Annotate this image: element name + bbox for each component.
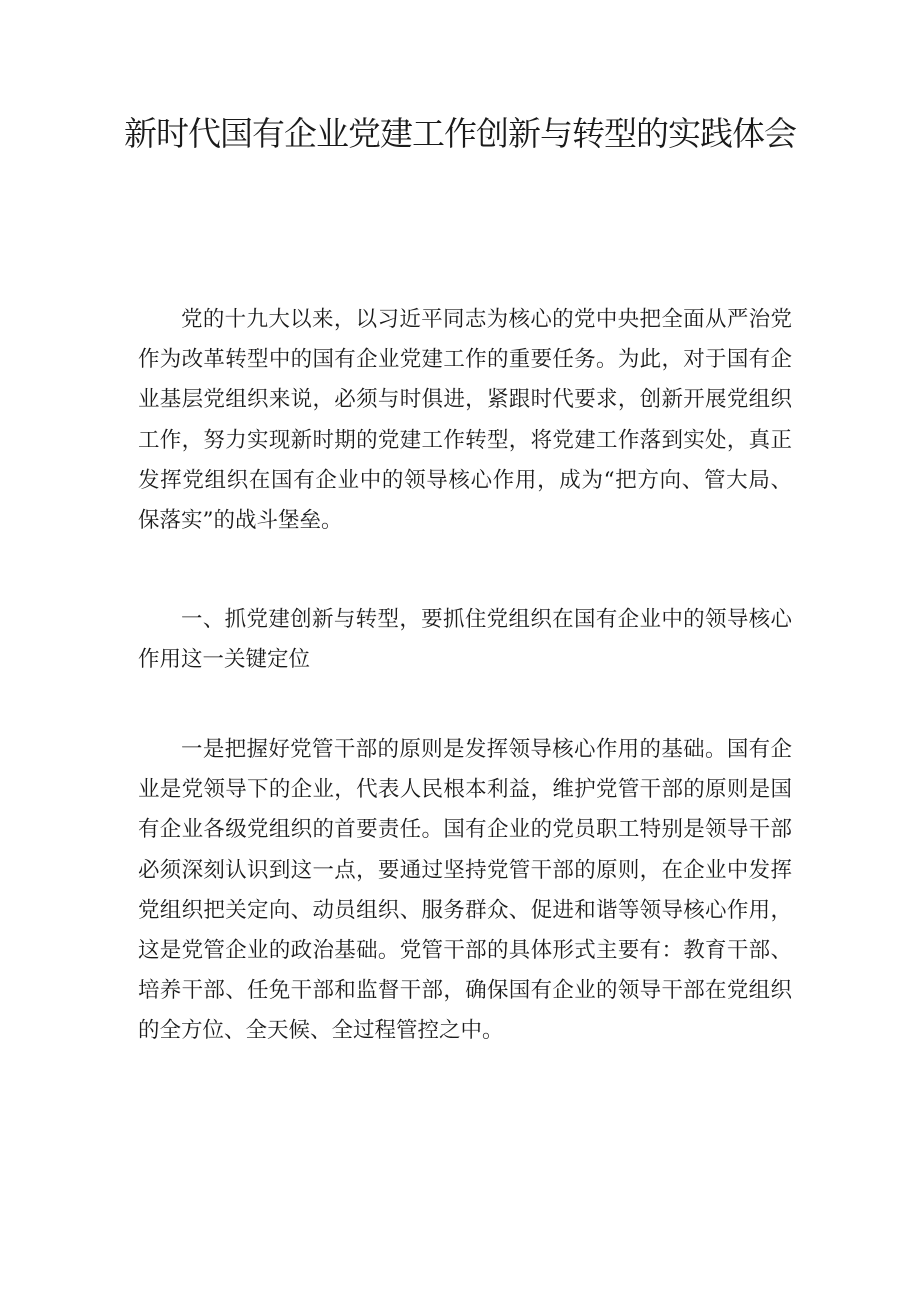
intro-paragraph: 党的十九大以来，以习近平同志为核心的党中央把全面从严治党作为改革转型中的国有企业党建工作的重要任务。为此，对于国有企业基层党组织来说，必须与时俱进，紧跟时代要求，创新开展党组织工作，努力实现新时期的党建工作转型，将党建工作落到实处，真正发挥党组织在国有企业中的领导核心作用，成为“把方向、管大局、保落实”的战斗堡垒。	[138, 307, 792, 534]
body-paragraph: 一是把握好党管干部的原则是发挥领导核心作用的基础。国有企业是党领导下的企业，代表人民根本利益，维护党管干部的原则是国有企业各级党组织的首要责任。国有企业的党员职工特别是领导干部必须深刻认识到这一点，要通过坚持党管干部的原则，在企业中发挥党组织把关定向、动员组织、服务群众、促进和谐等领导核心作用，这是党管企业的政治基础。党管干部的具体形式主要有：教育干部、培养干部、任免干部和监督干部，确保国有企业的领导干部在党组织的全方位、全天候、全过程管控之中。	[138, 737, 792, 1044]
document-title: 新时代国有企业党建工作创新与转型的实践体会	[124, 114, 796, 153]
section-heading: 一、抓党建创新与转型，要抓住党组织在国有企业中的领导核心作用这一关键定位	[138, 607, 792, 673]
